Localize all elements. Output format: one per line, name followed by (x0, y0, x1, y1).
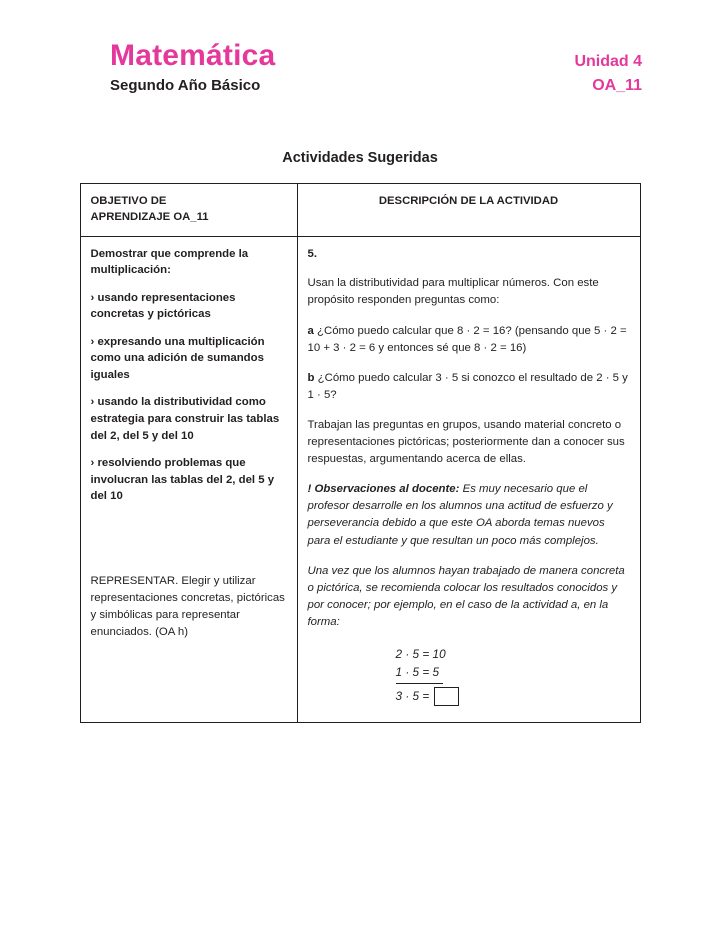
activity-group-work: Trabajan las preguntas en grupos, usando material concreto o representaciones pictóricas; posteriormente dan a conocer sus respuestas, argumentando acerca de ellas. (307, 418, 625, 466)
activity-item-b (308, 370, 630, 404)
objective-spacer (91, 516, 287, 573)
objective-intro: Demostrar que comprende la multiplicación: (90, 247, 249, 277)
objective-footer: REPRESENTAR. Elegir y utilizar representaciones concretas, pictóricas y simbólicas para representar enunciados. (OA h) (90, 574, 285, 638)
description-cell (297, 236, 640, 722)
subject-level: Segundo Año Básico (110, 76, 261, 94)
subject-title: Matemática (110, 39, 276, 72)
activity-item-a-label: a (307, 324, 314, 337)
objective-cell (80, 236, 297, 722)
teacher-observation (308, 481, 630, 549)
table-header-row (80, 184, 640, 237)
header-left-block (110, 40, 275, 94)
activity-number: 5. (307, 247, 317, 260)
answer-box (434, 687, 459, 706)
section-title: Actividades Sugeridas (282, 150, 438, 166)
table-header-description: DESCRIPCIÓN DE LA ACTIVIDAD (297, 184, 640, 237)
activity-item-b-label: b (307, 371, 315, 384)
header-right-block (574, 40, 642, 98)
activities-table (80, 183, 641, 723)
unit-label: Unidad 4 (574, 53, 642, 70)
table-header-objective-line2: APRENDIZAJE OA_11 (90, 211, 209, 224)
document-header (0, 0, 720, 98)
teacher-observation-label: ! Observaciones al docente: (307, 483, 460, 496)
objective-bullet-4: › resolviendo problemas que involucran las tablas del 2, del 5 y del 10 (90, 457, 275, 503)
math-example (308, 645, 630, 706)
activity-item-a-text: ¿Cómo puedo calcular que 8 · 2 = 16? (pensando que 5 · 2 = 10 + 3 · 2 = 6 y entonces sé que 8 · 2 = 16) (307, 324, 627, 354)
teacher-observation-text: Es muy necesario que el profesor desarrolle en los alumnos una actitud de esfuerzo y perseverancia debido a que este OA aborda temas nuevos para el estudiante y que resultan un poco más complejos. (307, 483, 613, 547)
table-header-objective-line1: OBJETIVO DE (90, 195, 167, 207)
math-line-3-row (396, 687, 630, 706)
activity-intro: Usan la distributividad para multiplicar números. Con este propósito responden preguntas como: (307, 277, 599, 307)
activity-item-b-text: ¿Cómo puedo calcular 3 · 5 si conozco el resultado de 2 · 5 y 1 · 5? (307, 371, 628, 401)
math-line-1: 2 · 5 = 10 (395, 647, 446, 662)
activities-table-wrapper (80, 183, 641, 723)
table-header-objective (80, 184, 297, 237)
math-line-2: 1 · 5 = 5 (396, 663, 444, 683)
objective-bullet-3: › usando la distributividad como estrategia para construir las tablas del 2, del 5 y del 10 (90, 396, 280, 442)
math-line-3: 3 · 5 = (395, 689, 430, 704)
teacher-observation-2: Una vez que los alumnos hayan trabajado de manera concreta o pictórica, se recomienda colocar los resultados conocidos y por conocer; por ejemplo, en el caso de la actividad a, en la forma: (307, 564, 625, 629)
activity-item-a (308, 323, 630, 357)
objective-bullet-1: › usando representaciones concretas y pictóricas (90, 291, 236, 321)
table-row (80, 236, 640, 722)
oa-code-label: OA_11 (592, 77, 642, 94)
objective-bullet-2: › expresando una multiplicación como una adición de sumandos iguales (90, 335, 265, 381)
